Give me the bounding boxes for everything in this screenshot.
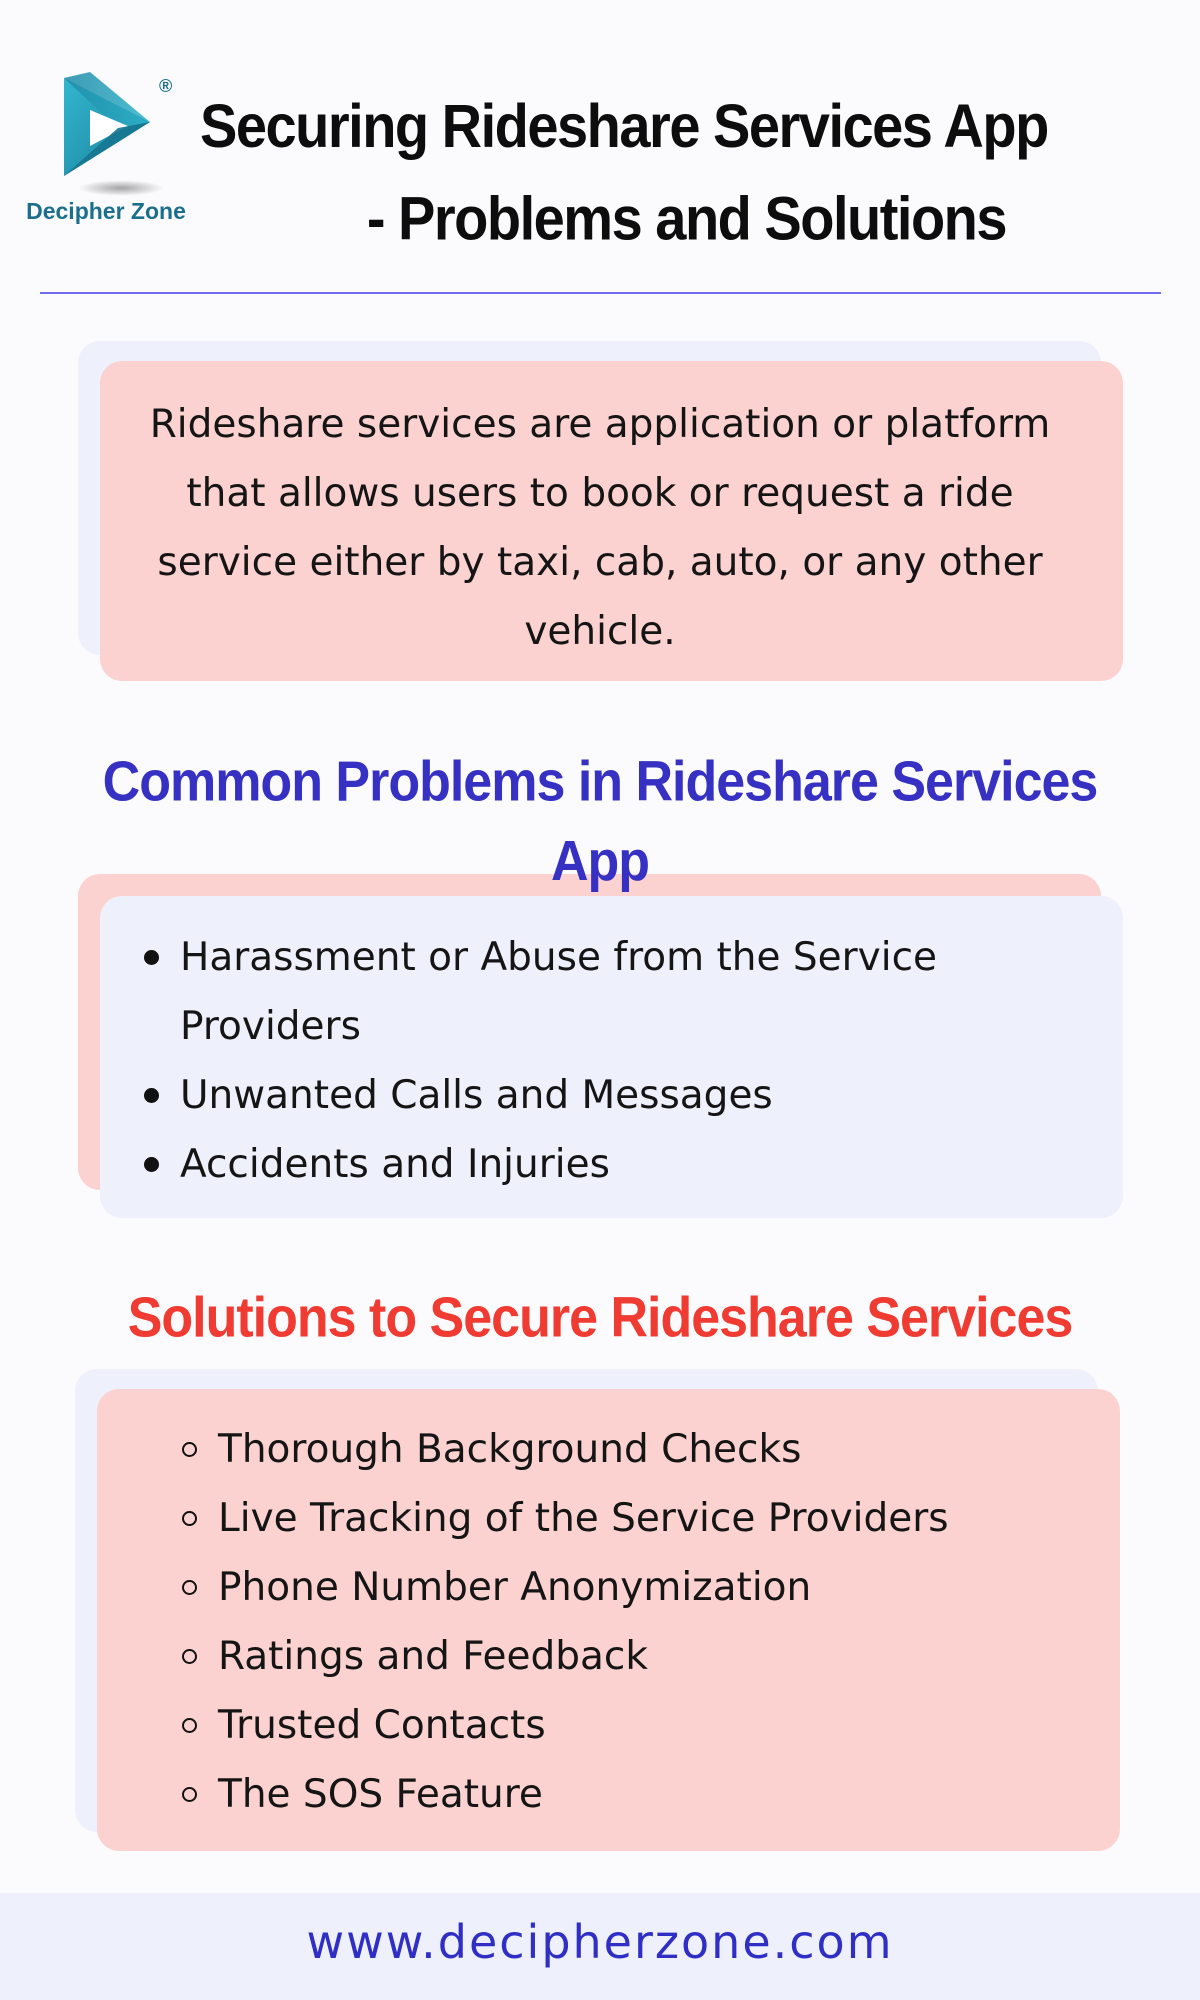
problem-text: Unwanted Calls and Messages	[180, 1073, 773, 1118]
registered-mark: ®	[159, 76, 173, 96]
page-title-line-2: - Problems and Solutions	[366, 183, 1006, 253]
filled-dot-icon	[144, 1088, 159, 1103]
hollow-circle-icon	[182, 1649, 197, 1664]
solutions-list	[178, 1415, 1058, 1829]
footer	[0, 1893, 1200, 2000]
solution-text: Ratings and Feedback	[218, 1634, 648, 1679]
brand-logo	[26, 68, 186, 238]
play-triangle-logo-icon	[58, 70, 176, 182]
list-item	[178, 1553, 1058, 1622]
hollow-circle-icon	[182, 1442, 197, 1457]
hollow-circle-icon	[182, 1787, 197, 1802]
list-item	[178, 1622, 1058, 1691]
list-item	[178, 1415, 1058, 1484]
list-item	[178, 1484, 1058, 1553]
problems-heading: Common Problems in Rideshare Services App	[102, 750, 1098, 894]
list-item	[140, 1061, 1040, 1130]
solution-text: Phone Number Anonymization	[218, 1565, 812, 1610]
solution-text: Thorough Background Checks	[218, 1427, 802, 1472]
hollow-circle-icon	[182, 1511, 197, 1526]
page-title-line-1: Securing Rideshare Services App	[200, 91, 1048, 161]
solution-text: Trusted Contacts	[218, 1703, 546, 1748]
solution-text: Live Tracking of the Service Providers	[218, 1496, 949, 1541]
header-divider	[40, 292, 1161, 294]
solutions-heading: Solutions to Secure Rideshare Services	[127, 1286, 1073, 1350]
list-item	[140, 923, 1040, 1061]
intro-text: Rideshare services are application or platform that allows users to book or request a ride service either by taxi, cab, auto, or any other vehicle.	[149, 402, 1051, 654]
brand-name: Decipher Zone	[26, 198, 186, 224]
filled-dot-icon	[144, 1157, 159, 1172]
hollow-circle-icon	[182, 1580, 197, 1595]
list-item	[178, 1691, 1058, 1760]
filled-dot-icon	[144, 950, 159, 965]
website-link[interactable]: www.decipherzone.com	[306, 1915, 894, 1969]
list-item	[140, 1130, 1040, 1199]
solution-text: The SOS Feature	[218, 1772, 543, 1817]
problems-list	[140, 923, 1040, 1199]
list-item	[178, 1760, 1058, 1829]
problem-text: Harassment or Abuse from the Service Providers	[180, 935, 938, 1049]
problem-text: Accidents and Injuries	[180, 1142, 610, 1187]
page-title	[200, 80, 1048, 265]
logo-shadow	[78, 180, 164, 196]
hollow-circle-icon	[182, 1718, 197, 1733]
